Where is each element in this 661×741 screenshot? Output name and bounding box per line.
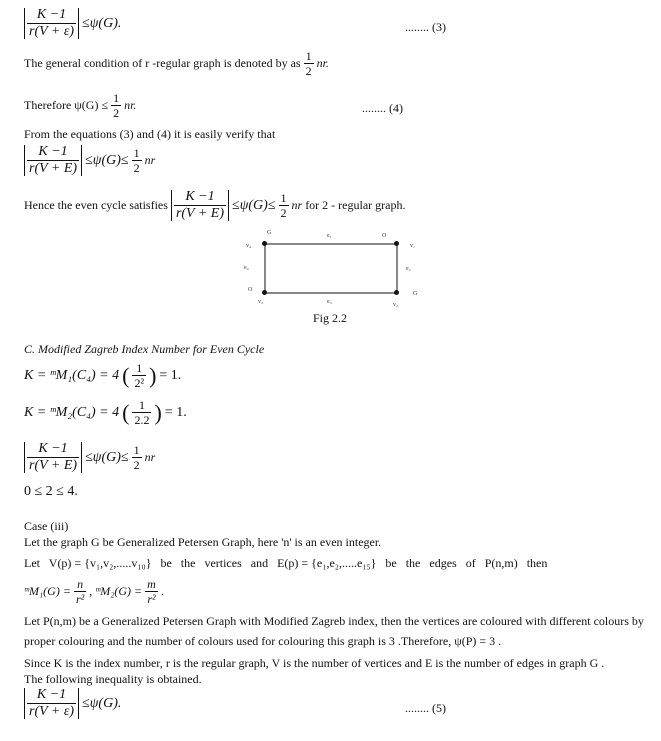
nr-text: nr. bbox=[316, 56, 329, 70]
from-equations-text: From the equations (3) and (4) it is easily verify that bbox=[24, 127, 276, 141]
eq5-tag: ........ (5) bbox=[405, 701, 446, 715]
ineq-half-num: 1 bbox=[133, 146, 140, 160]
therefore-text: Therefore ψ(G) ≤ bbox=[24, 98, 109, 112]
ineq2-half-den: 2 bbox=[133, 458, 140, 472]
m1-m2-equation bbox=[24, 578, 164, 605]
vertex-v1 bbox=[394, 241, 399, 246]
m1-lhs: ᵐM₁(G) = bbox=[24, 584, 71, 598]
label-v1: v₁ bbox=[410, 243, 416, 249]
half-num: 1 bbox=[305, 49, 312, 63]
figure-caption: Fig 2.2 bbox=[313, 311, 348, 325]
let-v-text: Let V(p) = {v₁,v₂,.....v₁₀} be the vertices and E(p) = {e₁,e₂,.....e₁₅} be the edges of P(n,m) then bbox=[24, 556, 548, 570]
m2-num: m bbox=[147, 577, 156, 591]
general-text: The general condition of r -regular graph is denoted by as bbox=[24, 56, 301, 70]
m2-den: r² bbox=[147, 592, 156, 606]
let-p-text: Let P(n,m) be a Generalized Petersen Graph with Modified Zagreb index, then the vertices are coloured with different colours by bbox=[24, 614, 644, 628]
m1-mid: , ᵐM₂(G) = bbox=[89, 584, 143, 598]
k1-lhs: K = ᵐM₁(C₄) = 4 bbox=[24, 367, 120, 383]
ineq-mid: ≤ψ(G)≤ bbox=[85, 152, 129, 168]
ineq2-mid: ≤ψ(G)≤ bbox=[85, 449, 129, 465]
k2-den: 2.2 bbox=[134, 413, 150, 427]
ineq-half-den: 2 bbox=[133, 161, 140, 175]
k2-lhs: K = ᵐM₂(C₄) = 4 bbox=[24, 404, 120, 420]
ineq-num: K −1 bbox=[38, 144, 68, 159]
case-iii-heading: Case (iii) bbox=[24, 519, 69, 533]
label-o-top: O bbox=[382, 233, 387, 239]
k2-num: 1 bbox=[138, 398, 145, 412]
k2-rhs: = 1. bbox=[164, 404, 187, 420]
following-text: The following inequality is obtained. bbox=[24, 672, 202, 686]
eq4-tag: ........ (4) bbox=[362, 101, 403, 115]
label-v3: v₃ bbox=[258, 299, 264, 305]
label-v4: v₄ bbox=[246, 243, 252, 249]
ineq2-num: K −1 bbox=[38, 441, 68, 456]
let-graph-text: Let the graph G be Generalized Petersen Graph, here 'n' is an even integer. bbox=[24, 535, 382, 549]
k-m2-equation: K = ᵐM₂(C₄) = 4 ( $\frac{1}{2.2}$ ) = 1. bbox=[24, 398, 187, 427]
eq5-den: r(V + ε) bbox=[29, 704, 75, 719]
k1-num: 1 bbox=[136, 361, 143, 375]
hence-num: K −1 bbox=[185, 189, 215, 204]
m1-num: n bbox=[77, 577, 84, 591]
since-text: Since K is the index number, r is the regular graph, V is the number of vertices and E is the number of edges in graph G . bbox=[24, 656, 605, 670]
vertex-v3 bbox=[262, 290, 267, 295]
fraction-numerator: K −1 bbox=[36, 7, 67, 22]
hence-tail: for 2 - regular graph. bbox=[305, 198, 406, 212]
ineq-nr: nr bbox=[144, 153, 156, 167]
label-o-left: O bbox=[248, 287, 253, 293]
vertex-v2 bbox=[394, 290, 399, 295]
equation-5 bbox=[24, 688, 121, 719]
inequality-block-2 bbox=[24, 442, 155, 473]
m1-end: . bbox=[160, 584, 164, 598]
label-e1: e₁ bbox=[327, 233, 332, 239]
label-g-right: G bbox=[413, 291, 418, 297]
hence-den: r(V + E) bbox=[175, 206, 225, 221]
fraction-denominator: r(V + ε) bbox=[29, 24, 75, 39]
section-c-heading: C. Modified Zagreb Index Number for Even Cycle bbox=[24, 342, 265, 356]
hence-half-num: 1 bbox=[280, 191, 287, 205]
label-e4: e₄ bbox=[244, 265, 249, 271]
label-e2: e₂ bbox=[406, 266, 411, 272]
nr-dot: nr. bbox=[124, 98, 137, 112]
half-den-2: 2 bbox=[113, 106, 120, 120]
half-num-2: 1 bbox=[113, 91, 120, 105]
eq3-tag: ........ (3) bbox=[405, 20, 446, 34]
label-g-top: G bbox=[267, 230, 272, 236]
eq5-num: K −1 bbox=[36, 687, 67, 702]
half-den: 2 bbox=[305, 64, 312, 78]
k1-den: 2² bbox=[134, 376, 145, 390]
hence-half-den: 2 bbox=[280, 206, 287, 220]
m1-den: r² bbox=[75, 592, 85, 606]
label-e3: e₃ bbox=[327, 299, 332, 305]
ineq2-den: r(V + E) bbox=[29, 458, 78, 473]
vertex-v4 bbox=[262, 241, 267, 246]
inequality-result: 0 ≤ 2 ≤ 4. bbox=[24, 484, 78, 499]
k1-rhs: = 1. bbox=[159, 367, 182, 383]
label-v2: v₂ bbox=[393, 302, 399, 308]
k-m1-equation: K = ᵐM₁(C₄) = 4 ( $\frac{1}{\text{2²}}$ ) = 1. bbox=[24, 361, 182, 390]
ineq2-half-num: 1 bbox=[133, 443, 140, 457]
hence-mid: ≤ψ(G)≤ bbox=[232, 197, 276, 213]
hence-nr: nr bbox=[291, 198, 303, 212]
ineq-den: r(V + E) bbox=[29, 161, 78, 176]
proper-text: proper colouring and the number of colours used for colouring this graph is 3 .Therefore, ψ(P) = 3 . bbox=[24, 634, 502, 648]
hence-text: Hence the even cycle satisfies bbox=[24, 198, 168, 212]
eq5-rhs: ≤ψ(G). bbox=[82, 695, 122, 711]
eq3-rhs: ≤ψ(G). bbox=[82, 15, 122, 31]
ineq2-nr: nr bbox=[144, 450, 156, 464]
